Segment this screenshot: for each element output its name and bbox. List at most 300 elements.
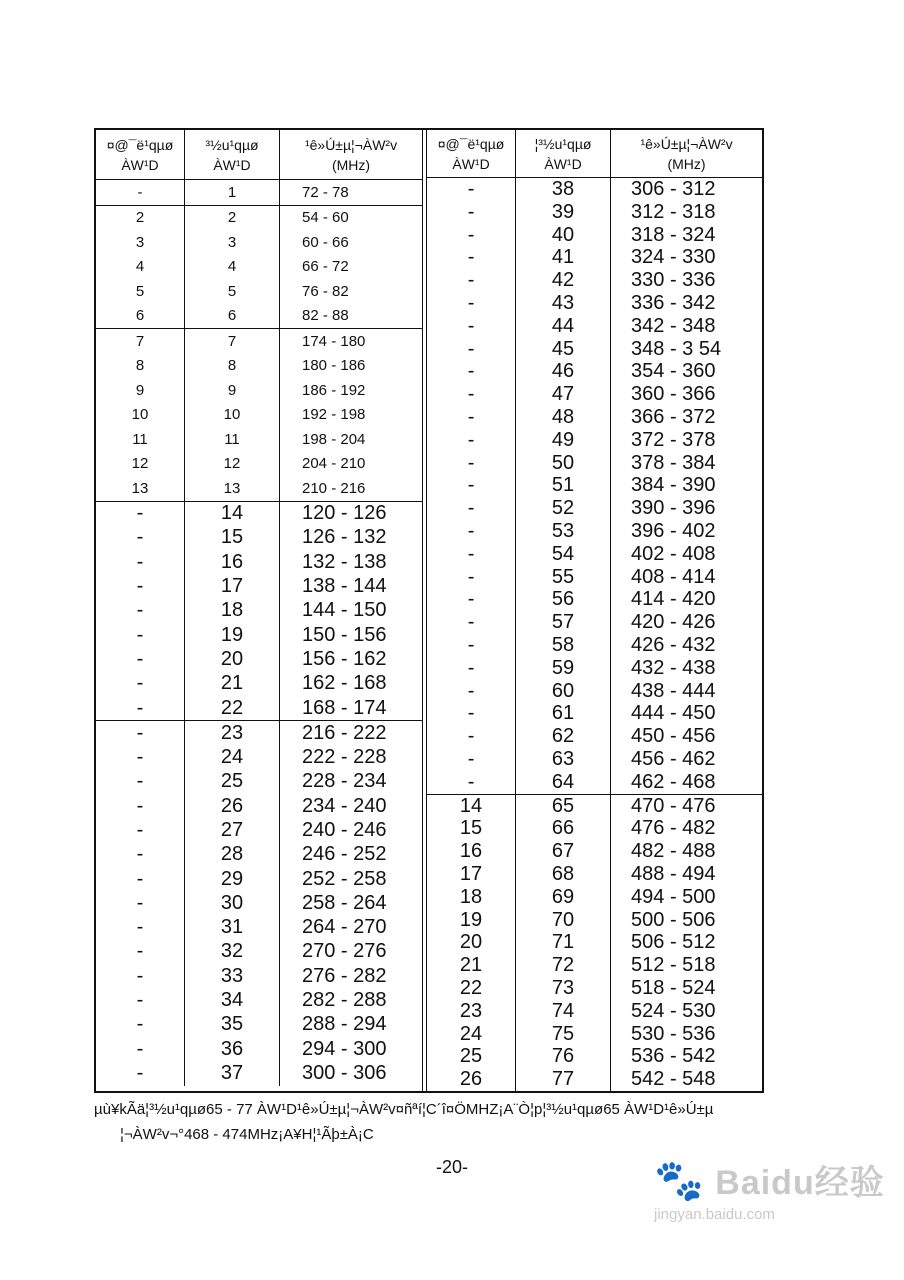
broadcast-channel-cell: -	[427, 178, 516, 201]
table-row	[427, 680, 762, 703]
frequency-cell: 76 - 82	[302, 282, 349, 300]
frequency-cell: 234 - 240	[302, 794, 387, 817]
table-row	[427, 452, 762, 475]
cable-channel-cell: 49	[516, 429, 611, 452]
frequency-cell: 270 - 276	[302, 940, 387, 963]
table-row	[427, 361, 762, 384]
cable-channel-cell: 23	[185, 721, 280, 745]
table-row	[427, 1068, 762, 1091]
cable-channel-cell: 45	[516, 338, 611, 361]
frequency-cell: 494 - 500	[631, 885, 716, 908]
cable-channel-cell: 67	[516, 840, 611, 863]
cable-channel-cell: 16	[185, 550, 280, 574]
frequency-cell: 366 - 372	[631, 406, 716, 428]
cable-channel-cell: 28	[185, 843, 280, 867]
cable-channel-cell: 40	[516, 224, 611, 247]
table-row	[427, 795, 762, 818]
broadcast-channel-cell: -	[96, 818, 185, 842]
table-row	[96, 403, 422, 428]
cable-channel-cell: 58	[516, 634, 611, 657]
cable-channel-cell: 18	[185, 599, 280, 623]
frequency-cell: 66 - 72	[302, 258, 349, 276]
table-row	[427, 566, 762, 589]
broadcast-channel-cell: -	[96, 623, 185, 647]
frequency-cell: 246 - 252	[302, 843, 387, 866]
broadcast-channel-cell: 23	[427, 1000, 516, 1023]
table-left-half	[96, 130, 423, 1091]
table-row	[427, 634, 762, 657]
frequency-cell: 252 - 258	[302, 867, 387, 890]
broadcast-channel-cell: -	[96, 843, 185, 867]
table-row	[427, 771, 762, 794]
cable-channel-cell: 1	[185, 180, 280, 205]
broadcast-channel-cell: -	[427, 771, 516, 794]
header-text: ³½u¹qµø	[205, 136, 259, 153]
footnote-line-2: ¦¬ÀW²v¬°468 - 474MHz¡A¥H¦¹Ãþ±À¡C	[120, 1126, 374, 1143]
cable-channel-cell: 43	[516, 292, 611, 315]
frequency-cell: 408 - 414	[631, 565, 716, 588]
channel-frequency-table	[94, 128, 764, 1093]
frequency-cell: 420 - 426	[631, 611, 716, 634]
table-header-right	[427, 130, 762, 178]
table-row	[427, 817, 762, 840]
watermark	[654, 1155, 885, 1223]
table-row	[96, 1013, 422, 1037]
watermark-brand-text: Baidu经验	[715, 1164, 885, 1202]
cable-channel-cell: 27	[185, 818, 280, 842]
frequency-cell: 518 - 524	[631, 976, 716, 999]
cable-channel-cell: 9	[185, 378, 280, 403]
frequency-cell: 354 - 360	[631, 360, 716, 383]
cable-channel-cell: 14	[185, 502, 280, 526]
table-row	[96, 180, 422, 205]
broadcast-channel-cell: -	[427, 657, 516, 680]
cable-channel-cell: 8	[185, 354, 280, 379]
frequency-cell: 198 - 204	[302, 430, 366, 448]
cable-channel-cell: 54	[516, 543, 611, 566]
row-group	[96, 180, 422, 206]
frequency-cell: 438 - 444	[631, 679, 716, 702]
header-text: ÀW¹D	[544, 155, 582, 172]
frequency-cell: 530 - 536	[631, 1022, 716, 1045]
frequency-cell: 462 - 468	[631, 770, 716, 793]
cable-channel-cell: 37	[185, 1061, 280, 1085]
frequency-cell: 204 - 210	[302, 455, 366, 473]
frequency-cell: 276 - 282	[302, 964, 387, 987]
frequency-cell: 500 - 506	[631, 908, 716, 931]
table-row	[427, 725, 762, 748]
table-row	[427, 1045, 762, 1068]
frequency-cell: 168 - 174	[302, 696, 387, 719]
frequency-cell: 324 - 330	[631, 246, 716, 269]
table-row	[427, 178, 762, 201]
cable-channel-cell: 2	[185, 206, 280, 231]
cable-channel-cell: 13	[185, 476, 280, 501]
broadcast-channel-cell: -	[96, 696, 185, 720]
cable-channel-cell: 71	[516, 931, 611, 954]
cable-channel-cell: 66	[516, 817, 611, 840]
frequency-cell: 476 - 482	[631, 817, 716, 840]
cable-channel-cell: 36	[185, 1037, 280, 1061]
frequency-cell: 360 - 366	[631, 383, 716, 406]
header-broadcast-channel	[427, 130, 516, 177]
frequency-cell: 228 - 234	[302, 770, 387, 793]
frequency-cell: 470 - 476	[631, 794, 716, 817]
broadcast-channel-cell: -	[96, 647, 185, 671]
table-row	[427, 748, 762, 771]
broadcast-channel-cell: -	[427, 680, 516, 703]
header-text: (MHz)	[667, 155, 706, 172]
table-row	[96, 452, 422, 477]
frequency-cell: 512 - 518	[631, 954, 716, 977]
table-row	[427, 315, 762, 338]
cable-channel-cell: 53	[516, 520, 611, 543]
frequency-cell: 488 - 494	[631, 862, 716, 885]
cable-channel-cell: 75	[516, 1023, 611, 1046]
cable-channel-cell: 11	[185, 427, 280, 452]
frequency-cell: 330 - 336	[631, 269, 716, 292]
cable-channel-cell: 68	[516, 863, 611, 886]
table-row	[96, 378, 422, 403]
broadcast-channel-cell: 11	[96, 427, 185, 452]
table-row	[427, 954, 762, 977]
table-row	[96, 964, 422, 988]
cable-channel-cell: 61	[516, 702, 611, 725]
cable-channel-cell: 4	[185, 255, 280, 280]
header-text: ¦³½u¹qµø	[534, 135, 592, 152]
cable-channel-cell: 64	[516, 771, 611, 794]
row-group	[96, 329, 422, 502]
cable-channel-cell: 38	[516, 178, 611, 201]
broadcast-channel-cell: 14	[427, 795, 516, 818]
broadcast-channel-cell: 8	[96, 354, 185, 379]
table-row	[96, 550, 422, 574]
broadcast-channel-cell: -	[427, 224, 516, 247]
frequency-cell: 402 - 408	[631, 542, 716, 565]
broadcast-channel-cell: 7	[96, 329, 185, 354]
cable-channel-cell: 72	[516, 954, 611, 977]
table-row	[427, 269, 762, 292]
table-row	[427, 840, 762, 863]
cable-channel-cell: 55	[516, 566, 611, 589]
row-group	[96, 721, 422, 1085]
broadcast-channel-cell: -	[427, 452, 516, 475]
table-row	[96, 940, 422, 964]
broadcast-channel-cell: 17	[427, 863, 516, 886]
cable-channel-cell: 48	[516, 406, 611, 429]
broadcast-channel-cell: -	[96, 867, 185, 891]
frequency-cell: 536 - 542	[631, 1045, 716, 1068]
cable-channel-cell: 35	[185, 1013, 280, 1037]
frequency-cell: 444 - 450	[631, 702, 716, 725]
broadcast-channel-cell: -	[96, 940, 185, 964]
cable-channel-cell: 44	[516, 315, 611, 338]
cable-channel-cell: 5	[185, 279, 280, 304]
table-row	[96, 279, 422, 304]
cable-channel-cell: 62	[516, 725, 611, 748]
cable-channel-cell: 63	[516, 748, 611, 771]
cable-channel-cell: 42	[516, 269, 611, 292]
cable-channel-cell: 20	[185, 647, 280, 671]
table-row	[427, 931, 762, 954]
frequency-cell: 240 - 246	[302, 819, 387, 841]
cable-channel-cell: 7	[185, 329, 280, 354]
broadcast-channel-cell: -	[96, 526, 185, 550]
broadcast-channel-cell: 2	[96, 206, 185, 231]
cable-channel-cell: 17	[185, 574, 280, 598]
table-row	[427, 429, 762, 452]
cable-channel-cell: 25	[185, 770, 280, 794]
broadcast-channel-cell: -	[427, 429, 516, 452]
table-row	[427, 383, 762, 406]
table-row	[427, 1023, 762, 1046]
row-group	[427, 178, 762, 795]
table-row	[96, 354, 422, 379]
table-body-right	[427, 178, 762, 1091]
frequency-cell: 192 - 198	[302, 406, 366, 424]
broadcast-channel-cell: -	[96, 672, 185, 696]
table-row	[96, 502, 422, 526]
cable-channel-cell: 65	[516, 795, 611, 818]
header-text: ¤@¯ë¹qµø	[106, 136, 174, 153]
header-broadcast-channel	[96, 130, 185, 179]
frequency-cell: 210 - 216	[302, 479, 366, 497]
frequency-cell: 180 - 186	[302, 357, 366, 375]
row-group	[96, 502, 422, 722]
frequency-cell: 288 - 294	[302, 1013, 387, 1036]
broadcast-channel-cell: 12	[96, 452, 185, 477]
frequency-cell: 378 - 384	[631, 451, 716, 474]
frequency-cell: 294 - 300	[302, 1037, 387, 1060]
frequency-cell: 396 - 402	[631, 519, 716, 542]
frequency-cell: 156 - 162	[302, 647, 387, 670]
table-row	[427, 863, 762, 886]
cable-channel-cell: 26	[185, 794, 280, 818]
table-row	[427, 292, 762, 315]
header-frequency	[280, 130, 422, 179]
frequency-cell: 82 - 88	[302, 307, 349, 325]
cable-channel-cell: 41	[516, 247, 611, 270]
frequency-cell: 126 - 132	[302, 526, 387, 549]
header-text: ÀW¹D	[121, 156, 159, 173]
cable-channel-cell: 21	[185, 672, 280, 696]
table-row	[96, 1037, 422, 1061]
table-row	[96, 988, 422, 1012]
cable-channel-cell: 15	[185, 526, 280, 550]
broadcast-channel-cell: -	[427, 566, 516, 589]
table-row	[96, 476, 422, 501]
row-group	[427, 795, 762, 1091]
row-group	[96, 206, 422, 330]
footnote-line-1: µù¥kÃä¦³½u¹qµø65 - 77 ÀW¹D¹ê»Ú±µ¦¬ÀW²v¤ñªí¦C´î¤ÖMHZ¡A¨Ò¦p¦³½u¹qµø65 ÀW¹D¹ê»Ú±µ	[94, 1101, 714, 1118]
frequency-cell: 432 - 438	[631, 656, 716, 679]
broadcast-channel-cell: -	[427, 725, 516, 748]
broadcast-channel-cell: -	[427, 406, 516, 429]
broadcast-channel-cell: 15	[427, 817, 516, 840]
table-row	[96, 230, 422, 255]
broadcast-channel-cell: -	[96, 550, 185, 574]
header-cable-channel	[185, 130, 280, 179]
broadcast-channel-cell: -	[96, 988, 185, 1012]
table-row	[427, 474, 762, 497]
cable-channel-cell: 19	[185, 623, 280, 647]
broadcast-channel-cell: -	[427, 543, 516, 566]
table-row	[96, 818, 422, 842]
frequency-cell: 372 - 378	[631, 428, 716, 451]
table-row	[427, 338, 762, 361]
table-row	[427, 224, 762, 247]
broadcast-channel-cell: -	[427, 588, 516, 611]
broadcast-channel-cell: 16	[427, 840, 516, 863]
cable-channel-cell: 59	[516, 657, 611, 680]
table-row	[96, 599, 422, 623]
frequency-cell: 336 - 342	[631, 292, 716, 315]
cable-channel-cell: 33	[185, 964, 280, 988]
table-row	[96, 891, 422, 915]
broadcast-channel-cell: -	[96, 502, 185, 526]
broadcast-channel-cell: -	[96, 1037, 185, 1061]
cable-channel-cell: 69	[516, 886, 611, 909]
broadcast-channel-cell: 25	[427, 1045, 516, 1068]
table-row	[427, 657, 762, 680]
header-frequency	[611, 130, 762, 177]
broadcast-channel-cell: -	[427, 269, 516, 292]
broadcast-channel-cell: -	[96, 180, 185, 205]
frequency-cell: 60 - 66	[302, 233, 349, 251]
cable-channel-cell: 70	[516, 909, 611, 932]
broadcast-channel-cell: -	[427, 292, 516, 315]
cable-channel-cell: 46	[516, 361, 611, 384]
table-row	[427, 406, 762, 429]
table-row	[96, 574, 422, 598]
table-row	[96, 255, 422, 280]
table-row	[96, 745, 422, 769]
cable-channel-cell: 77	[516, 1068, 611, 1091]
cable-channel-cell: 57	[516, 611, 611, 634]
table-row	[427, 588, 762, 611]
watermark-url: jingyan.baidu.com	[654, 1206, 775, 1223]
table-row	[96, 721, 422, 745]
cable-channel-cell: 56	[516, 588, 611, 611]
broadcast-channel-cell: -	[427, 611, 516, 634]
frequency-cell: 162 - 168	[302, 672, 387, 695]
table-row	[427, 909, 762, 932]
frequency-cell: 342 - 348	[631, 314, 716, 337]
frequency-cell: 258 - 264	[302, 891, 387, 914]
cable-channel-cell: 6	[185, 304, 280, 329]
broadcast-channel-cell: 20	[427, 931, 516, 954]
table-row	[427, 977, 762, 1000]
table-row	[96, 623, 422, 647]
broadcast-channel-cell: 19	[427, 909, 516, 932]
broadcast-channel-cell: -	[96, 721, 185, 745]
broadcast-channel-cell: -	[427, 338, 516, 361]
cable-channel-cell: 29	[185, 867, 280, 891]
table-right-half	[426, 130, 762, 1091]
frequency-cell: 216 - 222	[302, 721, 387, 744]
cable-channel-cell: 51	[516, 474, 611, 497]
table-row	[96, 304, 422, 329]
cable-channel-cell: 76	[516, 1045, 611, 1068]
header-text: ÀW¹D	[213, 156, 251, 173]
table-row	[96, 916, 422, 940]
broadcast-channel-cell: -	[427, 702, 516, 725]
header-text: (MHz)	[331, 156, 371, 173]
frequency-cell: 150 - 156	[302, 623, 387, 646]
frequency-cell: 174 - 180	[302, 332, 366, 350]
table-row	[96, 526, 422, 550]
cable-channel-cell: 12	[185, 452, 280, 477]
table-row	[96, 843, 422, 867]
broadcast-channel-cell: 4	[96, 255, 185, 280]
paw-icon: 🐾	[654, 1159, 705, 1203]
broadcast-channel-cell: -	[96, 891, 185, 915]
cable-channel-cell: 52	[516, 497, 611, 520]
frequency-cell: 264 - 270	[302, 916, 387, 939]
header-text: ÀW¹D	[452, 155, 490, 172]
table-row	[96, 329, 422, 354]
broadcast-channel-cell: -	[96, 916, 185, 940]
watermark-brand	[654, 1155, 885, 1204]
broadcast-channel-cell: -	[427, 247, 516, 270]
broadcast-channel-cell: -	[96, 1013, 185, 1037]
footnote	[94, 1097, 874, 1147]
frequency-cell: 542 - 548	[631, 1068, 716, 1091]
broadcast-channel-cell: -	[96, 1061, 185, 1085]
broadcast-channel-cell: 6	[96, 304, 185, 329]
table-row	[96, 206, 422, 231]
header-text: ¹ê»Ú±µ¦¬ÀW²v	[304, 136, 398, 153]
frequency-cell: 384 - 390	[631, 474, 716, 497]
frequency-cell: 132 - 138	[302, 550, 387, 573]
table-body-left	[96, 180, 422, 1091]
cable-channel-cell: 50	[516, 452, 611, 475]
frequency-cell: 506 - 512	[631, 931, 716, 954]
table-row	[427, 543, 762, 566]
cable-channel-cell: 24	[185, 745, 280, 769]
broadcast-channel-cell: -	[427, 383, 516, 406]
broadcast-channel-cell: 18	[427, 886, 516, 909]
cable-channel-cell: 73	[516, 977, 611, 1000]
broadcast-channel-cell: -	[96, 574, 185, 598]
frequency-cell: 306 - 312	[631, 178, 716, 201]
table-row	[96, 647, 422, 671]
broadcast-channel-cell: 3	[96, 230, 185, 255]
broadcast-channel-cell: -	[427, 520, 516, 543]
header-text: ¹ê»Ú±µ¦¬ÀW²v	[640, 135, 733, 152]
broadcast-channel-cell: 13	[96, 476, 185, 501]
cable-channel-cell: 31	[185, 916, 280, 940]
broadcast-channel-cell: -	[427, 201, 516, 224]
cable-channel-cell: 60	[516, 680, 611, 703]
table-row	[427, 702, 762, 725]
broadcast-channel-cell: 10	[96, 403, 185, 428]
table-row	[96, 1061, 422, 1085]
table-row	[96, 867, 422, 891]
frequency-cell: 312 - 318	[631, 200, 716, 223]
cable-channel-cell: 47	[516, 383, 611, 406]
broadcast-channel-cell: -	[427, 497, 516, 520]
broadcast-channel-cell: -	[427, 474, 516, 497]
frequency-cell: 120 - 126	[302, 502, 387, 525]
table-row	[427, 201, 762, 224]
broadcast-channel-cell: 21	[427, 954, 516, 977]
broadcast-channel-cell: -	[96, 745, 185, 769]
frequency-cell: 348 - 3 54	[631, 337, 722, 360]
broadcast-channel-cell: -	[427, 748, 516, 771]
broadcast-channel-cell: -	[96, 599, 185, 623]
broadcast-channel-cell: -	[427, 315, 516, 338]
